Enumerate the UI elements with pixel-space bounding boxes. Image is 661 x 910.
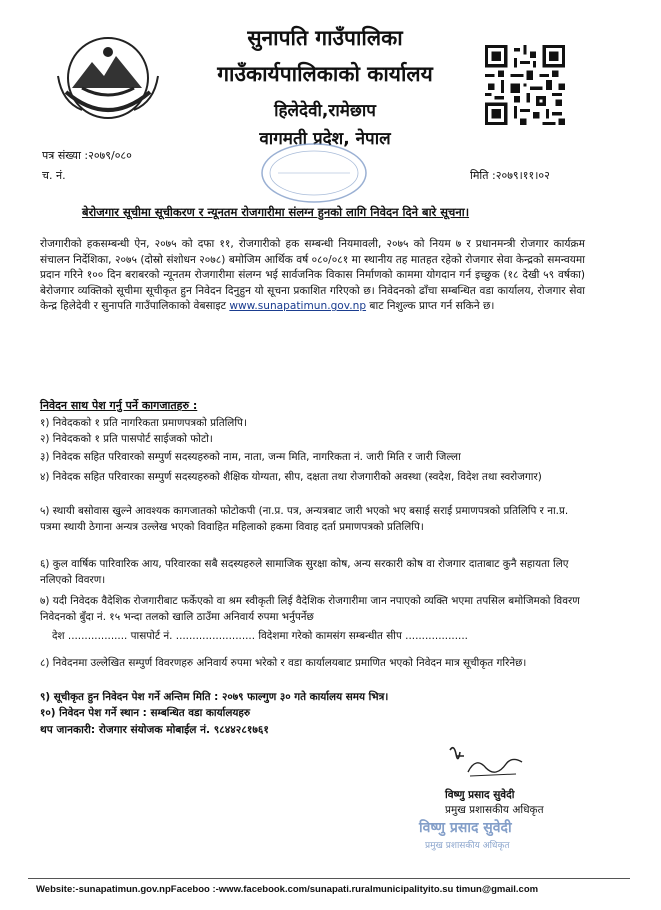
list-item: ५) स्थायी बसोवास खुल्ने आवश्यक कागजातको फोटोकपी (ना.प्र. पत्र, अन्यत्रबाट जारी भएको भए बसाई सराई प्रमाणपत्रको प्रतिलिपि र ना.प्र. पत्रमा स्थायी ठेगाना अन्यत्र उल्लेख भएको विवाहित महिलाको हकमा विवाह दर्ता प्रमाणपत्रको प्रतिलिपि। — [40, 505, 569, 533]
body-text: रोजगारीको हकसम्बन्धी ऐन, २०७५ को दफा ११, रोजगारीको हक सम्बन्धी नियमावली, २०७५ को नियम ७ र प्रधानमन्त्री रोजगार कार्यक्रम संचालन निर्देशिका, २०७५ (दोस्रो संशोधन २०७८) बमोजिम आर्थिक वर्ष ०८०/०८१ मा स्थानीय तह मातहत रहेको रोजगार सेवा केन्द्रको समन्वयमा प्रदान गरिने १०० दिन बराबरको न्यूनतम रोजगारीमा संलग्न भई सार्वजनिक विकास निर्माणको काममा योगदान गर्न इच्छुक (१८ देखी ५९ वर्षका) बेरोजगार व्यक्तिको सूचीमा सूचीकृत हुन निवेदन दिनुहुन यो सूचना प्रकाशित गरिएको छ। निवेदनको ढाँचा सम्बन्धित वडा कार्यालय, रोजगार सेवा केन्द्र हिलेदेवी र सुनापति गाउँपालिकाको वेबसाइट — [40, 238, 585, 312]
website-link[interactable]: www.sunapatimun.gov.np — [229, 300, 367, 312]
svg-text:प्रमुख प्रशासकीय अधिकृत: प्रमुख प्रशासकीय अधिकृत — [425, 841, 510, 851]
letter-date: मिति :२०७९।११।०२ — [470, 169, 550, 182]
documents-heading: निवेदन साथ पेश गर्नु पर्ने कागजातहरु : — [40, 399, 198, 412]
notice-subject: बेरोजगार सूचीमा सूचीकरण र न्यूनतम रोजगारीमा संलग्न हुनको लागि निवेदन दिने बारे सूचना। — [82, 205, 470, 219]
list-item-location: १०) निवेदन पेश गर्ने स्थान : सम्बन्धित वडा कार्यालयहरु — [40, 707, 251, 719]
footer-contact-line: Website:-sunapatimun.gov.npFaceboo :-www.facebook.com/sunapati.ruralmunicipalityito.su timun@gmail.com — [36, 884, 539, 895]
list-item: ८) निवेदनमा उल्लेखित सम्पुर्ण विवरणहरु अनिवार्य रुपमा भरेको र वडा कार्यालयबाट प्रमाणित भएको निवेदन मात्र सूचीकृत गरिनेछ। — [40, 657, 527, 669]
contact-info: थप जानकारी: रोजगार संयोजक मोबाईल नं. ९८४४२८१७६१ — [40, 724, 269, 736]
list-item: ६) कुल वार्षिक पारिवारिक आय, परिवारका सबै सदस्यहरुले सामाजिक सुरक्षा कोष, अन्य सरकारी कोष वा रोजगार दाताबाट कुनै सहायता लिए नलिएको विवरण। — [40, 558, 569, 586]
svg-text:विष्णु प्रसाद सुवेदी: विष्णु प्रसाद सुवेदी — [419, 820, 512, 836]
handwritten-signature — [446, 742, 526, 784]
signatory-name: विष्णु प्रसाद सुवेदी — [445, 789, 515, 801]
office-address: हिलेदेवी,रामेछाप — [274, 101, 376, 121]
dispatch-number: च. नं. — [42, 169, 66, 182]
body-suffix: बाट निशुल्क प्राप्त गर्न सकिने छ। — [366, 300, 495, 312]
government-emblem-logo — [52, 32, 164, 122]
letter-number: पत्र संख्या :२०७९/०८० — [42, 149, 132, 162]
list-item-fill-line: देश .................. पासपोर्ट नं. ........................ विदेशमा गरेको कामसंग सम्बन्धीत सीप ................... — [52, 630, 468, 642]
list-item: १) निवेदकको १ प्रति नागरिकता प्रमाणपत्रको प्रतिलिपि। — [40, 417, 247, 429]
list-item: २) निवेदकको १ प्रति पासपोर्ट साईजको फोटो। — [40, 433, 213, 445]
list-item: ७) यदी निवेदक वैदेशिक रोजगारीबाट फर्केएको वा श्रम स्वीकृती लिई वैदेशिक रोजगारीमा जान नपाएको व्यक्ति भएमा तपसिल बमोजिमको विवरण निवेदनको बुँदा नं. १५ भन्दा तलको खालि ठाउँमा अनिवार्य रुपमा भर्नुपर्नेछ — [40, 595, 580, 623]
office-stamp — [258, 140, 370, 206]
municipality-name: सुनापति गाउँपालिका — [247, 26, 403, 50]
notice-body — [40, 237, 585, 315]
list-item: ४) निवेदक सहित परिवारका सम्पुर्ण सदस्यहरुको शैक्षिक योग्यता, सीप, दक्षता तथा रोजगारीको अवस्था (स्वदेश, विदेश तथा स्वरोजगार) — [40, 471, 542, 483]
province-name: वागमती प्रदेश, नेपाल — [259, 129, 391, 149]
qr-code-icon — [485, 45, 565, 125]
list-item-deadline: ९) सूचीकृत हुन निवेदन पेश गर्ने अन्तिम मिति : २०७९ फाल्गुण ३० गते कार्यालय समय भित्र। — [40, 691, 389, 703]
footer-divider — [28, 878, 630, 879]
office-name: गाउँकार्यपालिकाको कार्यालय — [217, 62, 433, 86]
signatory-title: प्रमुख प्रशासकीय अधिकृत — [445, 804, 544, 816]
name-stamp — [413, 816, 535, 854]
list-item: ३) निवेदक सहित परिवारको सम्पुर्ण सदस्यहरुको नाम, नाता, जन्म मिति, नागरिकता नं. जारी मिति र जारी जिल्ला — [40, 451, 461, 463]
